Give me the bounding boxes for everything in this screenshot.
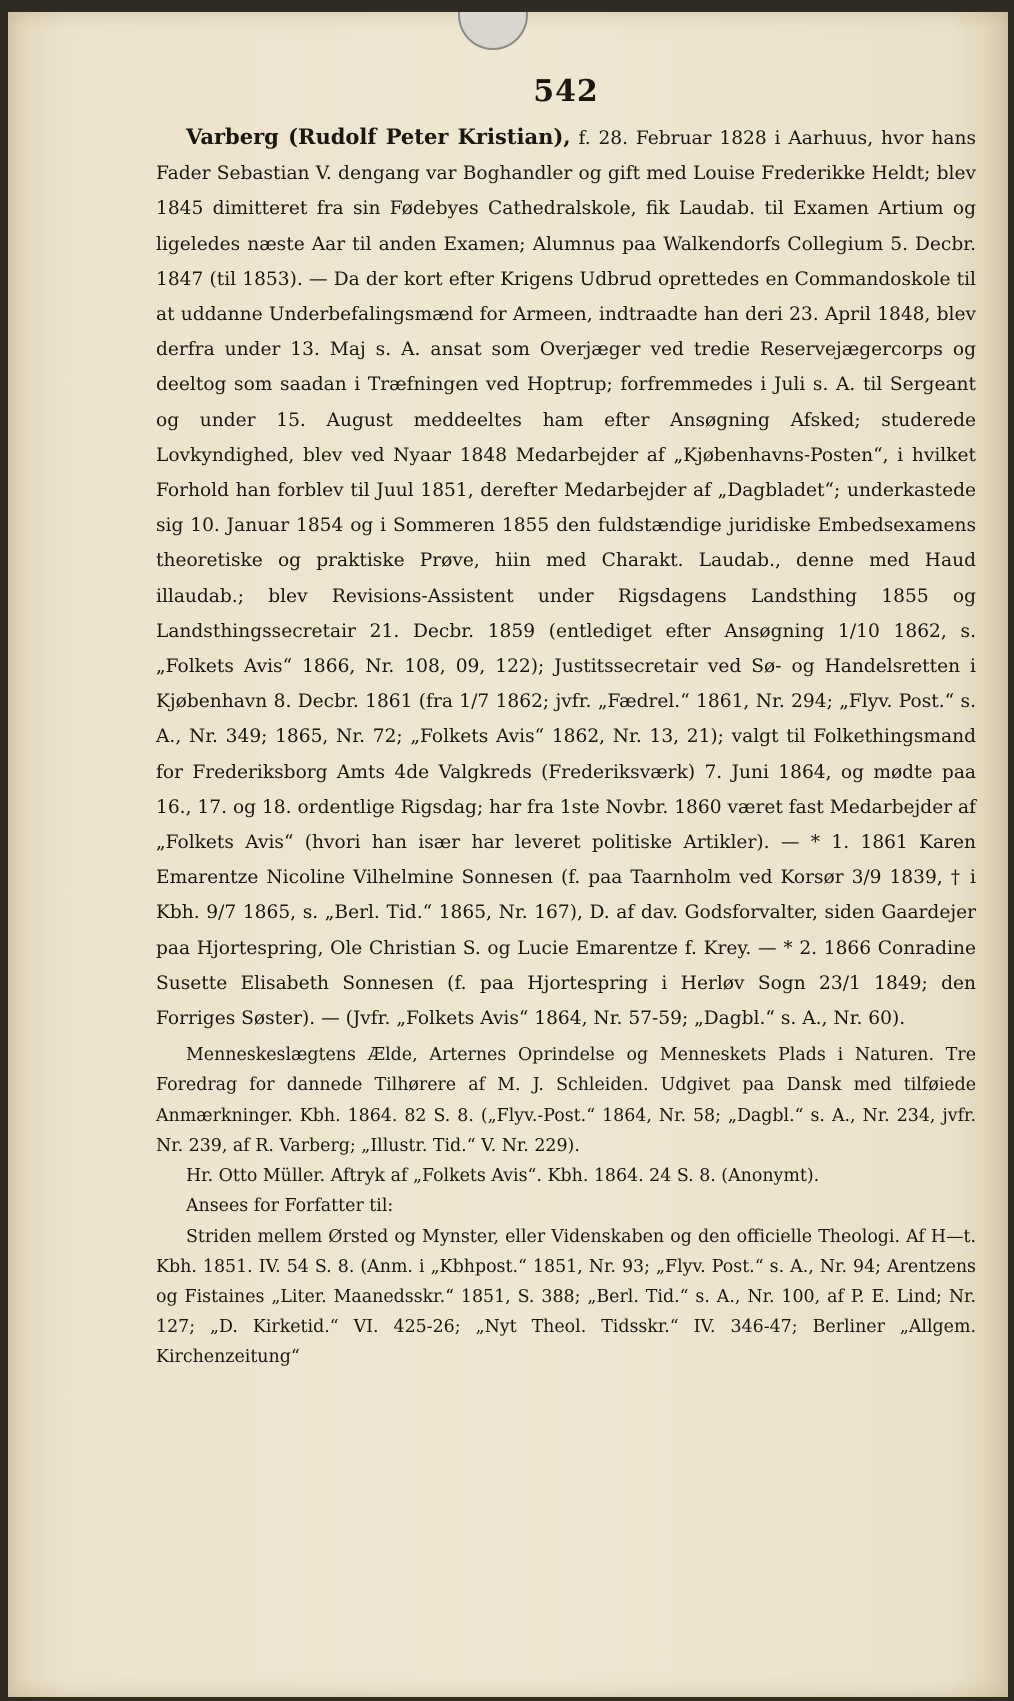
page-number: 542 xyxy=(533,74,599,109)
book-page xyxy=(8,12,1008,1697)
work-item: Menneskeslægtens Ælde, Arternes Oprindelse og Menneskets Plads i Naturen. Tre Foredrag for dannede Tilhørere af M. J. Schleiden. Udgivet paa Dansk med tilføiede Anmærkninger. Kbh. 1864. 82 S. 8. („Flyv.-Post.“ 1864, Nr. 58; „Dagbl.“ s. A., Nr. 234, jvfr. Nr. 239, af R. Varberg; „Illustr. Tid.“ V. Nr. 229). xyxy=(156,1045,976,1156)
entry-heading: Varberg (Rudolf Peter Kristian), xyxy=(186,124,571,149)
text-block xyxy=(156,74,976,1373)
work-item: Striden mellem Ørsted og Mynster, eller Videnskaben og den officielle Theologi. Af H—t. Kbh. 1851. IV. 54 S. 8. (Anm. i „Kbhpost.“ 1851, Nr. 93; „Flyv. Post.“ s. A., Nr. 94; Arentzens og Fistaines „Liter. Maanedsskr.“ 1851, S. 388; „Berl. Tid.“ s. A., Nr. 100, af P. E. Lind; Nr. 127; „D. Kirketid.“ VI. 425-26; „Nyt Theol. Tidsskr.“ IV. 346-47; Berliner „Allgem. Kirchenzeitung“ xyxy=(156,1226,976,1368)
work-item: Hr. Otto Müller. Aftryk af „Folkets Avis“. Kbh. 1864. 24 S. 8. (Anonymt). xyxy=(186,1166,820,1187)
work-item: Ansees for Forfatter til: xyxy=(186,1196,394,1217)
biography-entry xyxy=(156,119,976,1036)
entry-body: f. 28. Februar 1828 i Aarhuus, hvor hans Fader Sebastian V. dengang var Boghandler og gift med Louise Frederikke Heldt; blev 1845 dimitteret fra sin Fødebyes Cathedralskole, fik Laudab. til Examen Artium og ligeledes næste Aar til anden Examen; Alumnus paa Walkendorfs Collegium 5. Decbr. 1847 (til 1853). — Da der kort efter Krigens Udbrud oprettedes en Commandoskole til at uddanne Underbefalingsmænd for Armeen, indtraadte han deri 23. April 1848, blev derfra under 13. Maj s. A. ansat som Overjæger ved tredie Reservejægercorps og deeltog som saadan i Træfningen ved Hoptrup; forfremmedes i Juli s. A. til Sergeant og under 15. August meddeeltes ham efter Ansøgning Afsked; studerede Lovkyndighed, blev ved Nyaar 1848 Medarbejder af „Kjøbenhavns-Posten“, i hvilket Forhold han forblev til Juul 1851, derefter Medarbejder af „Dagbladet“; underkastede sig 10. Januar 1854 og i Sommeren 1855 den fuldstændige juridiske Embedsexamens theoretiske og praktiske Prøve, hiin med Charakt. Laudab., denne med Haud illaudab.; blev Revisions-Assistent under Rigsdagens Landsthing 1855 og Landsthingssecretair 21. Decbr. 1859 (entlediget efter Ansøgning 1/10 1862, s. „Folkets Avis“ 1866, Nr. 108, 09, 122); Justitssecretair ved Sø- og Handelsretten i Kjøbenhavn 8. Decbr. 1861 (fra 1/7 1862; jvfr. „Fædrel.“ 1861, Nr. 294; „Flyv. Post.“ s. A., Nr. 349; 1865, Nr. 72; „Folkets Avis“ 1862, Nr. 13, 21); valgt til Folkethingsmand for Frederiksborg Amts 4de Valgkreds (Frederiksværk) 7. Juni 1864, og mødte paa 16., 17. og 18. ordentlige Rigsdag; har fra 1ste Novbr. 1860 været fast Medarbejder af „Folkets Avis“ (hvori han især har leveret politiske Artikler). — * 1. 1861 Karen Emarentze Nicoline Vilhelmine Sonnesen (f. paa Taarnholm ved Korsør 3/9 1839, † i Kbh. 9/7 1865, s. „Berl. Tid.“ 1865, Nr. 167), D. af dav. Godsforvalter, siden Gaardejer paa Hjortespring, Ole Christian S. og Lucie Emarentze f. Krey. — * 2. 1866 Conradine Susette Elisabeth Sonnesen (f. paa Hjortespring i Herløv Sogn 23/1 1849; den Forriges Søster). — (Jvfr. „Folkets Avis“ 1864, Nr. 57-59; „Dagbl.“ s. A., Nr. 60). xyxy=(156,128,976,1030)
binder-clip xyxy=(458,12,528,50)
